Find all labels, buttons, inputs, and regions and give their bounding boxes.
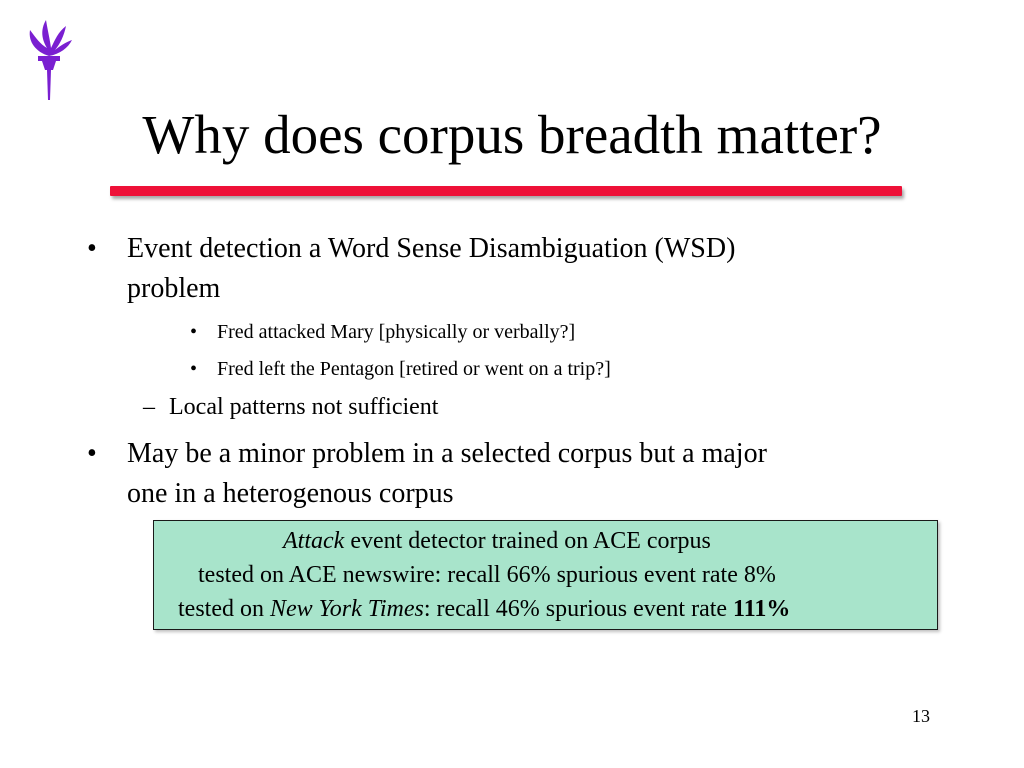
callout-111-bold: 111% <box>733 596 791 622</box>
torch-logo-icon <box>22 16 76 102</box>
callout-nyt-italic: New York Times <box>269 596 424 622</box>
bullet-marker: • <box>190 358 198 380</box>
callout-line-1 <box>283 524 711 558</box>
callout-line-2: tested on ACE newswire: recall 66% spurious event rate 8% <box>198 562 776 588</box>
bullet-marker: • <box>87 233 97 264</box>
callout-attack-italic: Attack <box>283 528 345 554</box>
title-underline <box>110 186 902 196</box>
dash-item-1-text: Local patterns not sufficient <box>169 394 439 420</box>
results-callout-box <box>153 520 938 630</box>
bullet-2-line-1: May be a minor problem in a selected corpus but a major <box>127 438 767 469</box>
callout-line-1-rest: event detector trained on ACE corpus <box>344 528 711 554</box>
callout-line-3 <box>178 592 790 626</box>
bullet-2-line-2: one in a heterogenous corpus <box>127 478 454 509</box>
dash-marker: – <box>143 394 155 420</box>
bullet-marker: • <box>190 321 198 343</box>
sub-bullet-1-text: Fred attacked Mary [physically or verbally?] <box>217 321 576 343</box>
sub-bullet-2-text: Fred left the Pentagon [retired or went on a trip?] <box>217 358 611 380</box>
slide-title: Why does corpus breadth matter? <box>142 104 882 165</box>
bullet-marker: • <box>87 438 97 469</box>
callout-line-3-mid: : recall 46% spurious event rate <box>423 596 734 622</box>
callout-line-3-pre: tested on <box>178 596 270 622</box>
bullet-1-line-2: problem <box>127 273 221 304</box>
page-number: 13 <box>912 706 930 726</box>
bullet-1-line-1: Event detection a Word Sense Disambiguation (WSD) <box>127 233 736 264</box>
